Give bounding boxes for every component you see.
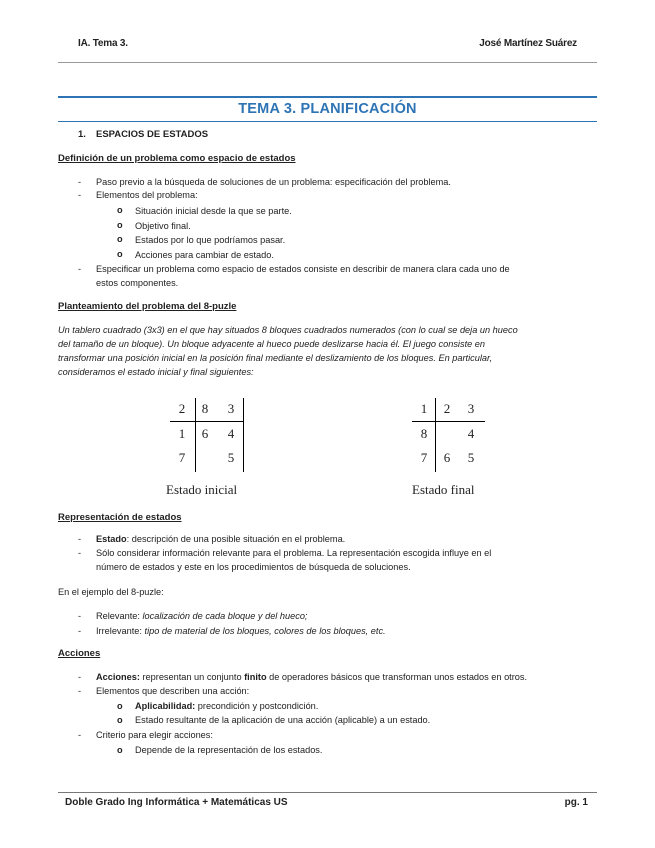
- header-author: José Martínez Suárez: [479, 38, 577, 49]
- bullet-dash: -: [78, 264, 82, 274]
- page-number: pg. 1: [564, 797, 588, 808]
- acc-bullet-1-rest: de operadores básicos que transforman unos estados en otros.: [266, 672, 528, 682]
- section-number: 1.: [78, 129, 86, 140]
- repr-bullet-2-line1: Sólo considerar información relevante para el problema. La representación escogida influye en el: [96, 548, 492, 558]
- relevant-value: localización de cada bloque y del hueco;: [142, 611, 308, 621]
- acc-sub-1: [135, 700, 318, 713]
- puzzle-cell: 5: [227, 450, 235, 465]
- page-header: [78, 38, 577, 49]
- header-divider: [58, 62, 597, 63]
- acc-sub-1-term: Aplicabilidad:: [135, 701, 196, 711]
- bullet-dash: -: [78, 730, 82, 740]
- puzzle-para-line3: transformar una posición inicial en la posición final mediante el deslizamiento de los bloques. En particular,: [58, 353, 493, 363]
- section-heading: [78, 129, 208, 140]
- acc-bullet-1: [96, 671, 527, 684]
- repr-bullet-1: [96, 533, 345, 546]
- bullet-dash: -: [78, 611, 82, 621]
- puzzle-cell: 7: [178, 450, 186, 465]
- acc-heading: Acciones: [58, 648, 101, 659]
- acc-bullet-3: Criterio para elegir acciones:: [96, 730, 213, 740]
- def-bullet-1: Paso previo a la búsqueda de soluciones de un problema: especificación del problema.: [96, 177, 451, 187]
- title-rule-bottom: [58, 121, 597, 122]
- puzzle-cell: 3: [467, 401, 475, 416]
- acc-bullet-2: Elementos que describen una acción:: [96, 686, 250, 696]
- puzzle-cell: 6: [443, 450, 451, 465]
- repr-bullet-2-line2: número de estados y este en los procedimientos de búsqueda de soluciones.: [96, 562, 411, 572]
- bullet-dash: -: [78, 626, 82, 636]
- grid-line: [412, 421, 485, 422]
- puzzle-heading: Planteamiento del problema del 8-puzle: [58, 301, 237, 312]
- puzzle-cell: 1: [420, 401, 428, 416]
- repr-heading: Representación de estados: [58, 512, 182, 523]
- puzzle-cell: 7: [420, 450, 428, 465]
- puzzle-cell: 3: [227, 401, 235, 416]
- repr-intro: En el ejemplo del 8-puzle:: [58, 587, 164, 597]
- def-sub-4: Acciones para cambiar de estado.: [135, 250, 274, 260]
- sub-bullet: o: [117, 205, 123, 215]
- repr-irrelevant: [96, 625, 386, 638]
- bullet-dash: -: [78, 190, 82, 200]
- acc-bullet-1-term: Acciones:: [96, 672, 140, 682]
- repr-bullet-1-term: Estado: [96, 534, 127, 544]
- repr-bullet-1-text: : descripción de una posible situación en el problema.: [126, 534, 346, 544]
- relevant-label: Relevante:: [96, 611, 140, 621]
- puzzle-cell: 2: [443, 401, 451, 416]
- acc-sub-3: Depende de la representación de los estados.: [135, 745, 323, 755]
- footer-divider: [58, 792, 597, 793]
- puzzle-cell: 4: [227, 426, 235, 441]
- repr-relevant: [96, 610, 307, 623]
- final-state-caption: Estado final: [412, 482, 475, 497]
- irrelevant-value: tipo de material de los bloques, colores de los bloques, etc.: [144, 626, 386, 636]
- bullet-dash: -: [78, 672, 82, 682]
- def-sub-1: Situación inicial desde la que se parte.: [135, 206, 292, 216]
- page-footer: [65, 797, 588, 808]
- acc-sub-2: Estado resultante de la aplicación de una acción (aplicable) a un estado.: [135, 715, 431, 725]
- def-heading: Definición de un problema como espacio de estados: [58, 153, 296, 164]
- initial-state-grid: [170, 398, 250, 472]
- title-rule-top: [58, 96, 597, 98]
- def-bullet-2: Elementos del problema:: [96, 190, 198, 200]
- def-bullet-3-line1: Especificar un problema como espacio de estados consiste en describir de manera clara cada uno de: [96, 264, 510, 274]
- grid-line: [243, 398, 244, 472]
- header-course: IA. Tema 3.: [78, 38, 128, 49]
- grid-line: [435, 398, 436, 472]
- puzzle-cell: 2: [178, 401, 186, 416]
- puzzle-cell: 6: [201, 426, 209, 441]
- sub-bullet: o: [117, 715, 123, 725]
- sub-bullet: o: [117, 249, 123, 259]
- sub-bullet: o: [117, 234, 123, 244]
- page-title: TEMA 3. PLANIFICACIÓN: [238, 101, 417, 117]
- puzzle-para-line1: Un tablero cuadrado (3x3) en el que hay situados 8 bloques cuadrados numerados (con lo cual se deja un hueco: [58, 325, 518, 335]
- puzzle-cell: 1: [178, 426, 186, 441]
- sub-bullet: o: [117, 745, 123, 755]
- bullet-dash: -: [78, 177, 82, 187]
- puzzle-cell: 4: [467, 426, 475, 441]
- section-label: ESPACIOS DE ESTADOS: [96, 129, 209, 140]
- sub-bullet: o: [117, 220, 123, 230]
- bullet-dash: -: [78, 548, 82, 558]
- puzzle-para-line4: consideramos el estado inicial y final siguientes:: [58, 367, 254, 377]
- bullet-dash: -: [78, 686, 82, 696]
- puzzle-cell: 5: [467, 450, 475, 465]
- puzzle-cell: 8: [201, 401, 209, 416]
- grid-line: [170, 421, 243, 422]
- def-bullet-3-line2: estos componentes.: [96, 278, 179, 288]
- acc-bullet-1-text: representan un conjunto: [139, 672, 245, 682]
- footer-degree: Doble Grado Ing Informática + Matemáticas US: [65, 797, 288, 808]
- def-sub-3: Estados por lo que podríamos pasar.: [135, 235, 286, 245]
- acc-bullet-1-emphasis: finito: [244, 672, 267, 682]
- bullet-dash: -: [78, 534, 82, 544]
- def-sub-2: Objetivo final.: [135, 221, 191, 231]
- puzzle-cell: 8: [420, 426, 428, 441]
- final-state-grid: [412, 398, 492, 472]
- grid-line: [195, 398, 196, 472]
- irrelevant-label: Irrelevante:: [96, 626, 142, 636]
- puzzle-para-line2: del tamaño de un bloque). Un bloque adyacente al hueco puede deslizarse hacia él. El juego consiste en: [58, 339, 486, 349]
- sub-bullet: o: [117, 701, 123, 711]
- initial-state-caption: Estado inicial: [166, 482, 238, 497]
- acc-sub-1-text: precondición y postcondición.: [195, 701, 319, 711]
